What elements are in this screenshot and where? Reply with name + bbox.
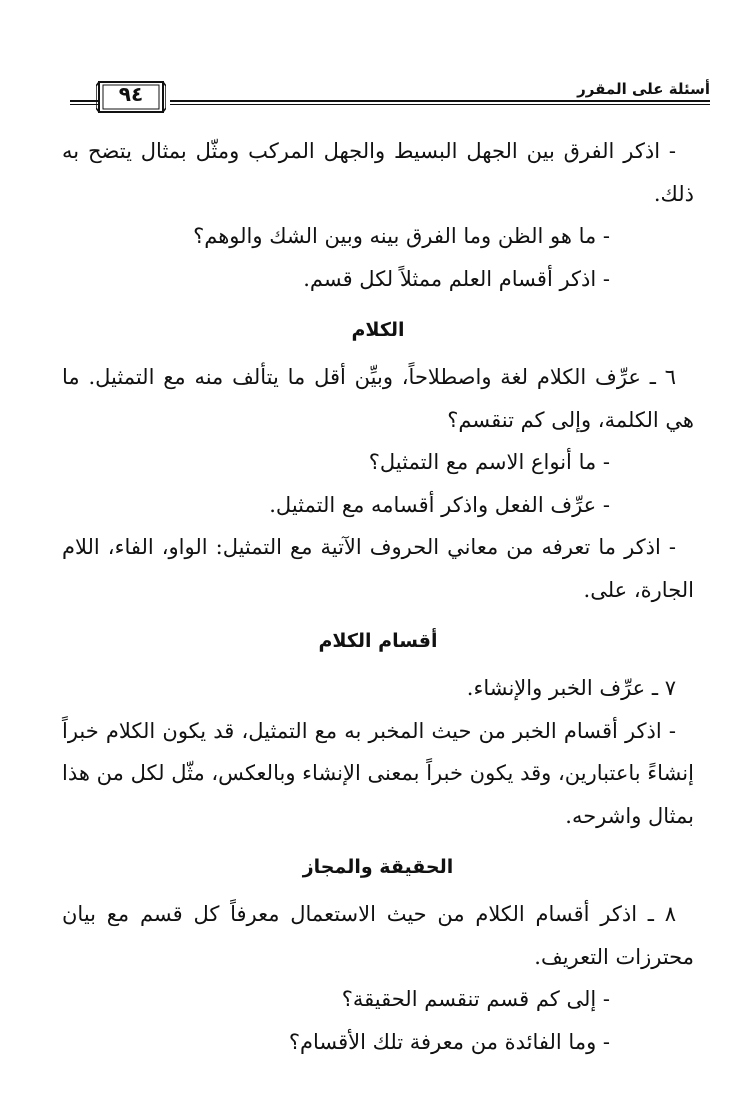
section-heading: أقسام الكلام (318, 630, 438, 652)
sub-question: - ما أنواع الاسم مع التمثيل؟ (368, 450, 610, 474)
question-paragraph: ٦ ـ عرِّف الكلام لغة واصطلاحاً، وبيِّن أقل ما يتألف منه مع التمثيل. ما هي الكلمة، وإلى كم تنقسم؟ (62, 365, 694, 432)
header-rule-right (170, 100, 710, 105)
page-header (70, 76, 710, 122)
question-paragraph: - اذكر أقسام الخبر من حيث المخبر به مع التمثيل، قد يكون الكلام خبراً إنشاءً باعتبارين، وقد يكون خبراً بمعنى الإنشاء وبالعكس، مثّل لكل من هذا بمثال واشرحه. (62, 718, 694, 828)
sub-question: - ما هو الظن وما الفرق بينه وبين الشك والوهم؟ (193, 224, 610, 248)
sub-question: - إلى كم قسم تنقسم الحقيقة؟ (341, 987, 610, 1011)
section-heading: الحقيقة والمجاز (302, 856, 454, 878)
question-paragraph: ٧ ـ عرِّف الخبر والإنشاء. (466, 676, 676, 700)
page-number: ٩٤ (118, 82, 144, 106)
header-rule-left (70, 100, 98, 105)
question-paragraph: - اذكر الفرق بين الجهل البسيط والجهل المركب ومثّل بمثال يتضح به ذلك. (62, 139, 694, 206)
sub-question: - عرِّف الفعل واذكر أقسامه مع التمثيل. (269, 492, 610, 517)
question-paragraph: - اذكر ما تعرفه من معاني الحروف الآتية مع التمثيل: الواو، الفاء، اللام الجارة، على. (62, 535, 694, 602)
page-number-box (96, 80, 166, 114)
page-body (62, 130, 694, 1063)
sub-question: - اذكر أقسام العلم ممثلاً لكل قسم. (303, 266, 610, 291)
running-title: أسئلة على المقرر (577, 80, 710, 98)
section-heading: الكلام (351, 319, 405, 341)
sub-question: - وما الفائدة من معرفة تلك الأقسام؟ (288, 1029, 610, 1054)
question-paragraph: ٨ ـ اذكر أقسام الكلام من حيث الاستعمال معرفاً كل قسم مع بيان محترزات التعريف. (62, 902, 694, 969)
